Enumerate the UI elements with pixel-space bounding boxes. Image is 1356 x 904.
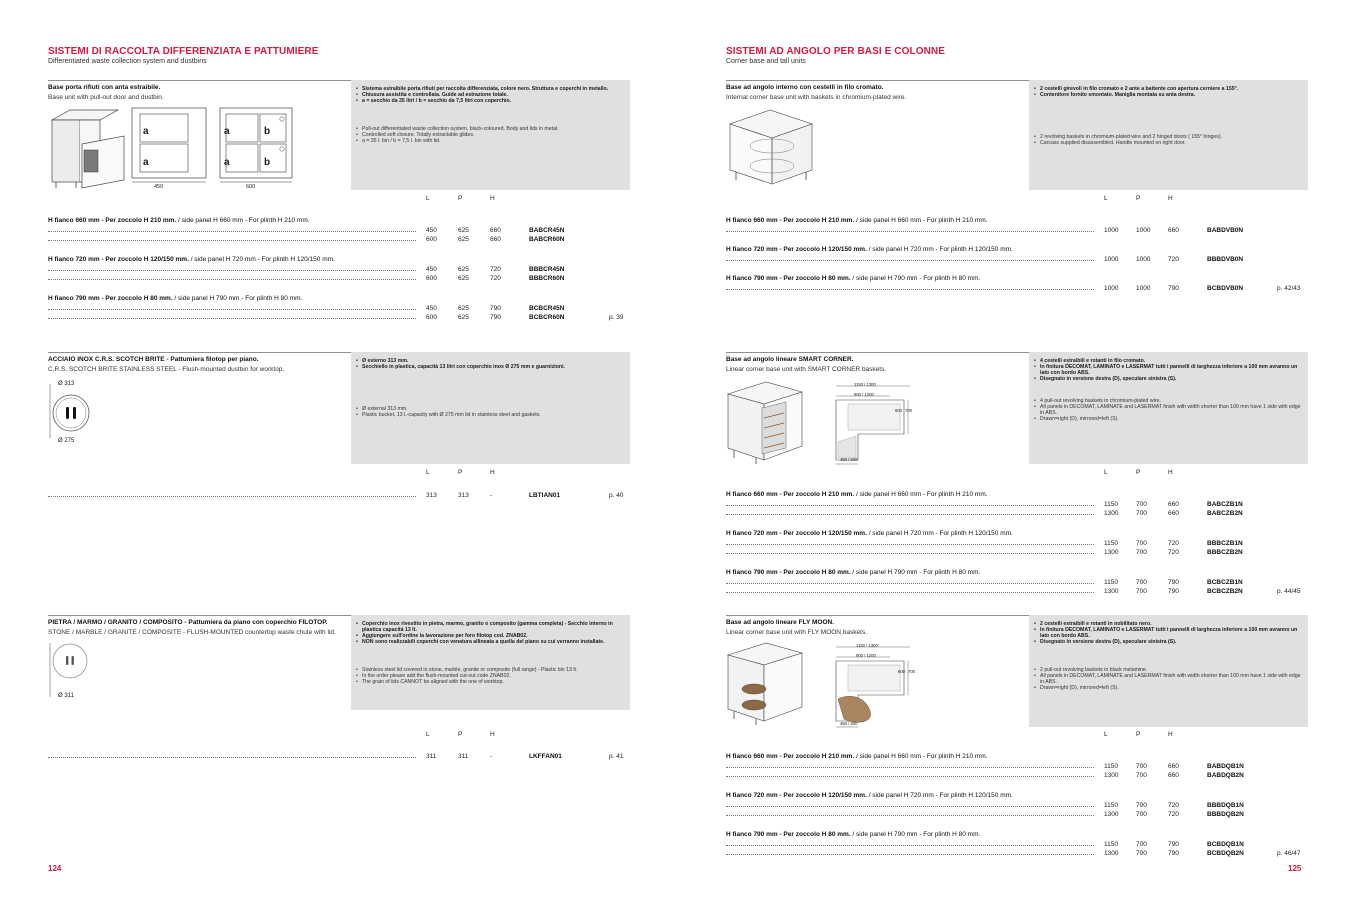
spec-item: • Drawn=right (D), mirrored=left (S). — [1034, 416, 1303, 422]
table-row: 600 625 720 BBBCR60N — [48, 275, 630, 284]
spec-box — [1029, 352, 1308, 464]
column-header-l: L — [1104, 469, 1108, 476]
side-panel-heading: H fianco 660 mm - Per zoccolo H 210 mm. / side panel H 660 mm - For plinth H 210 mm. — [48, 217, 310, 224]
spec-box — [1029, 80, 1308, 190]
page-number: 124 — [48, 864, 62, 873]
spec-item: • Drawn=right (D), mirrored=left (S). — [1034, 685, 1303, 691]
spec-list-english — [1034, 398, 1303, 422]
side-panel-heading: H fianco 790 mm - Per zoccolo H 80 mm. / side panel H 790 mm - For plinth H 80 mm. — [48, 295, 303, 302]
spec-box — [351, 352, 630, 464]
spec-item: • Ø external 313 mm. — [356, 406, 625, 412]
product-subtitle: STONE / MARBLE / GRANITE / COMPOSITE - FLUSH-MOUNTED countertop waste chute with lid. — [48, 629, 336, 636]
dimension-diameter-top: Ø 313 — [58, 381, 75, 387]
table-row: 1000 1000 660 BABDVB0N — [726, 227, 1308, 236]
spec-list-english — [356, 126, 625, 144]
bin-label-a: a — [143, 157, 149, 168]
spec-item: • In the order please add the flush-mounted cut-out code ZNAB02. — [356, 673, 625, 679]
spec-item: • Disegnato in versione destra (D), speculare sinistra (S). — [1034, 639, 1303, 645]
dimension-450: 450 — [154, 184, 164, 190]
spec-list-english — [356, 406, 625, 418]
column-header-l: L — [426, 731, 430, 738]
product-block-internal-corner — [726, 80, 1308, 300]
column-header-p: P — [458, 195, 463, 202]
table-row: 1300 700 790 BCBDQB2N p. 46/47 — [726, 850, 1308, 859]
spec-box — [351, 615, 630, 710]
side-panel-heading: H fianco 660 mm - Per zoccolo H 210 mm. / side panel H 660 mm - For plinth H 210 mm. — [726, 753, 988, 760]
page-number: 125 — [1288, 864, 1302, 873]
spec-item: • 2 revolving baskets in chromium-plated wire and 2 hinged doors ( 155° hinges). — [1034, 134, 1303, 140]
product-block-fly-moon — [726, 615, 1308, 865]
side-panel-heading: H fianco 720 mm - Per zoccolo H 120/150 mm. / side panel H 720 mm - For plinth H 120/150 mm. — [48, 256, 335, 263]
spec-list-italian — [356, 621, 625, 645]
spec-item: • 2 cestelli girevoli in filo cromato e 2 ante a battente con apertura cerniere a 155°. — [1034, 86, 1303, 92]
dimension-600: 600 — [246, 184, 256, 190]
spec-item: • Plastic bucket, 13 l.-capacity with Ø 275 mm lid in stainless steel and gaskets. — [356, 412, 625, 418]
dimension-diameter-bottom: Ø 311 — [58, 693, 74, 699]
product-block-stainless-dustbin — [48, 352, 630, 512]
product-title: Base porta rifiuti con anta estraibile. — [48, 84, 161, 91]
spec-item: • Secchiello in plastica, capacità 13 litri con coperchio inox Ø 275 mm e guarnizioni. — [356, 364, 625, 370]
spec-item: • Sistema estraibile porta rifiuti per raccolta differenziata, colore nero. Struttura e coperchi in metallo. — [356, 86, 625, 92]
right-page — [726, 0, 1308, 904]
table-row: 600 625 660 BABCR60N — [48, 236, 630, 245]
spec-list-italian — [1034, 358, 1303, 382]
table-row: 1300 700 660 BABCZB2N — [726, 510, 1308, 519]
spec-item: • In finitura DECOMAT, LAMINATO e LASERMAT tutti i pannelli di larghezza inferiore a 100 mm avranno un lato con bordo ABS. — [1034, 627, 1303, 639]
table-row: 1150 700 660 BABDQB1N — [726, 763, 1308, 772]
dimension-label: 700 — [905, 408, 912, 413]
spec-item: • All panels in DECOMAT, LAMINATE and LASERMAT finish with width shorter than 100 mm have 1 side with edge in ABS. — [1034, 404, 1303, 416]
product-subtitle: C.R.S. SCOTCH BRITE STAINLESS STEEL - Flush-mounted dustbin for worktop. — [48, 366, 285, 373]
column-header-p: P — [1136, 195, 1141, 202]
dimension-label: 1150 / 1300 — [856, 643, 878, 648]
table-row: 1150 700 790 BCBDQB1N — [726, 841, 1308, 850]
spec-item: • Stainless steel lid covered in stone, marble, granite or composite (full range) - Plastic bin 13 lt. — [356, 667, 625, 673]
table-row: 1300 700 720 BBBDQB2N — [726, 811, 1308, 820]
spec-list-italian — [356, 86, 625, 104]
spec-box — [351, 80, 630, 190]
spec-item: • Ø esterno 313 mm. — [356, 358, 625, 364]
spec-item: • NON sono realizzabili coperchi con venatura allineata a quella del piano su cui verranno installate. — [356, 639, 625, 645]
column-header-h: H — [490, 195, 495, 202]
fly-moon-unit-illustration — [726, 639, 806, 729]
spec-item: • a = secchio da 35 litri / b = secchio da 7,5 litri con coperchio. — [356, 98, 625, 104]
section-title: SISTEMI AD ANGOLO PER BASI E COLONNE — [726, 46, 945, 57]
table-row: 1300 700 790 BCBCZB2N p. 44/45 — [726, 588, 1308, 597]
spec-list-english — [356, 667, 625, 685]
column-header-l: L — [426, 469, 430, 476]
table-row: 1000 1000 790 BCBDVB0N p. 42/43 — [726, 285, 1308, 294]
bin-label-a: a — [224, 157, 230, 168]
spec-item: • Chiusura assistita e controllata. Guide ad estrazione totale. — [356, 92, 625, 98]
table-row: 311 311 - LKFFAN01 p. 41 — [48, 753, 630, 762]
side-panel-heading: H fianco 660 mm - Per zoccolo H 210 mm. / side panel H 660 mm - For plinth H 210 mm. — [726, 491, 988, 498]
dimension-label: 600 — [895, 408, 902, 413]
bin-layout-600 — [218, 104, 298, 196]
column-header-p: P — [1136, 731, 1141, 738]
section-subtitle: Corner base and tall units — [726, 58, 806, 65]
table-row: 450 625 660 BABCR45N — [48, 227, 630, 236]
table-row: 1150 700 720 BBBDQB1N — [726, 802, 1308, 811]
spec-list-italian — [1034, 621, 1303, 645]
product-title: Base ad angolo lineare SMART CORNER. — [726, 356, 854, 363]
column-header-p: P — [458, 469, 463, 476]
side-panel-heading: H fianco 790 mm - Per zoccolo H 80 mm. / side panel H 790 mm - For plinth H 80 mm. — [726, 275, 981, 282]
product-subtitle: Linear corner base unit with SMART CORNER baskets. — [726, 366, 887, 373]
spec-item: • Contenitore fornito smontato. Maniglia montata su anta destra. — [1034, 92, 1303, 98]
product-title: Base ad angolo lineare FLY MOON. — [726, 619, 835, 626]
spec-item: • The grain of lids CANNOT be aligned with the one of worktop. — [356, 679, 625, 685]
column-header-h: H — [1168, 195, 1173, 202]
table-row: 450 625 790 BCBCR45N — [48, 305, 630, 314]
spec-item: • Coperchio inox rivestito in pietra, marmo, granito o composito (gamma completa) - Secchio interno in plastica capacità 13 lt. — [356, 621, 625, 633]
column-header-h: H — [490, 469, 495, 476]
column-header-l: L — [1104, 195, 1108, 202]
spec-item: • All panels in DECOMAT, LAMINATE and LASERMAT finish with width shorter than 100 mm have 1 side with edge in ABS. — [1034, 673, 1303, 685]
spec-item: • Pull-out differentiated waste collection system, black-coloured. Body and lids in metal. — [356, 126, 625, 132]
side-panel-heading: H fianco 720 mm - Per zoccolo H 120/150 mm. / side panel H 720 mm - For plinth H 120/150 mm. — [726, 246, 1013, 253]
column-header-l: L — [426, 195, 430, 202]
spec-box — [1029, 615, 1308, 727]
product-subtitle: Linear corner base unit with FLY MOON baskets. — [726, 629, 868, 636]
product-block-stone-dustbin — [48, 615, 630, 775]
product-title: ACCIAIO INOX C.R.S. SCOTCH BRITE - Pattumiera filotop per piano. — [48, 356, 259, 363]
spec-list-italian — [356, 358, 625, 370]
left-page — [48, 0, 630, 904]
spec-item: • In finitura DECOMAT, LAMINATO e LASERMAT tutti i pannelli di larghezza inferiore a 100 mm avranno un lato con bordo ABS. — [1034, 364, 1303, 376]
spec-item: • 2 cestelli estraibili e rotanti in nobilitato nero. — [1034, 621, 1303, 627]
bin-label-a: a — [224, 126, 230, 137]
column-header-l: L — [1104, 731, 1108, 738]
dimension-diameter-bottom: Ø 275 — [58, 438, 75, 444]
table-row: 450 625 720 BBBCR45N — [48, 266, 630, 275]
column-header-h: H — [490, 731, 495, 738]
product-title: Base ad angolo interno con cestelli in filo cromato. — [726, 84, 884, 91]
side-panel-heading: H fianco 790 mm - Per zoccolo H 80 mm. / side panel H 790 mm - For plinth H 80 mm. — [726, 831, 981, 838]
spec-list-english — [1034, 134, 1303, 146]
section-title: SISTEMI DI RACCOLTA DIFFERENZIATA E PATTUMIERE — [48, 46, 319, 57]
section-subtitle: Differentiated waste collection system and dustbins — [48, 58, 207, 65]
table-row: 1000 1000 720 BBBDVB0N — [726, 256, 1308, 265]
product-block-smart-corner — [726, 352, 1308, 602]
column-header-p: P — [458, 731, 463, 738]
table-row: 1150 700 790 BCBCZB1N — [726, 579, 1308, 588]
table-row: 1300 700 720 BBBCZB2N — [726, 549, 1308, 558]
bin-label-a: a — [143, 126, 149, 137]
column-header-h: H — [1168, 469, 1173, 476]
dimension-label: 450 / 600 — [840, 721, 858, 726]
spec-item: • 4 pull-out revolving baskets in chromium-plated wire. — [1034, 398, 1303, 404]
product-subtitle: Base unit with pull-out door and dustbin. — [48, 94, 164, 101]
column-header-h: H — [1168, 731, 1173, 738]
spec-item: • Controlled soft closure. Totally extractable glides. — [356, 132, 625, 138]
internal-corner-unit-illustration — [726, 104, 816, 194]
bin-label-b: b — [264, 126, 271, 137]
dimension-label: 900 / 1200 — [854, 392, 874, 397]
spec-item: • 2 pull-out revolving baskets in black melamine. — [1034, 667, 1303, 673]
side-panel-heading: H fianco 720 mm - Per zoccolo H 120/150 mm. / side panel H 720 mm - For plinth H 120/150 mm. — [726, 792, 1013, 799]
table-row: 1300 700 660 BABDQB2N — [726, 772, 1308, 781]
spec-item: • Carcass supplied disassembled. Handle mounted on right door. — [1034, 140, 1303, 146]
dimension-label: 700 — [908, 669, 915, 674]
product-subtitle: Internal corner base unit with baskets in chromium-plated wire. — [726, 94, 907, 101]
spec-item: • a = 35 l. bin / b = 7,5 l. bin with lid. — [356, 138, 625, 144]
spec-item: • Disegnato in versione destra (D), speculare sinistra (S). — [1034, 376, 1303, 382]
table-row: 1150 700 660 BABCZB1N — [726, 501, 1308, 510]
side-panel-heading: H fianco 790 mm - Per zoccolo H 80 mm. / side panel H 790 mm - For plinth H 80 mm. — [726, 569, 981, 576]
table-row: 1150 700 720 BBBCZB1N — [726, 540, 1308, 549]
smart-corner-unit-illustration — [726, 378, 806, 468]
table-row: 600 625 790 BCBCR60N p. 39 — [48, 314, 630, 323]
product-title: PIETRA / MARMO / GRANITO / COMPOSITO - Pattumiera da piano con coperchio FILOTOP. — [48, 619, 328, 626]
dimension-label: 450 / 600 — [840, 457, 858, 462]
spec-list-english — [1034, 667, 1303, 691]
side-panel-heading: H fianco 720 mm - Per zoccolo H 120/150 mm. / side panel H 720 mm - For plinth H 120/150 mm. — [726, 530, 1013, 537]
dimension-label: 900 / 1200 — [856, 653, 876, 658]
bin-layout-450 — [130, 104, 210, 196]
spec-item: • Aggiungere sull'ordine la lavorazione per foro filotop cod. ZNAB02. — [356, 633, 625, 639]
column-header-p: P — [1136, 469, 1141, 476]
side-panel-heading: H fianco 660 mm - Per zoccolo H 210 mm. / side panel H 660 mm - For plinth H 210 mm. — [726, 217, 988, 224]
bin-label-b: b — [264, 157, 271, 168]
table-row: 313 313 - LBTIAN01 p. 40 — [48, 492, 630, 501]
spec-list-italian — [1034, 86, 1303, 98]
product-block-waste-bins — [48, 80, 630, 330]
dimension-label: 1150 / 1300 — [854, 382, 876, 387]
spec-item: • 4 cestelli estraibili e rotanti in filo cromato. — [1034, 358, 1303, 364]
dimension-label: 600 — [898, 669, 905, 674]
